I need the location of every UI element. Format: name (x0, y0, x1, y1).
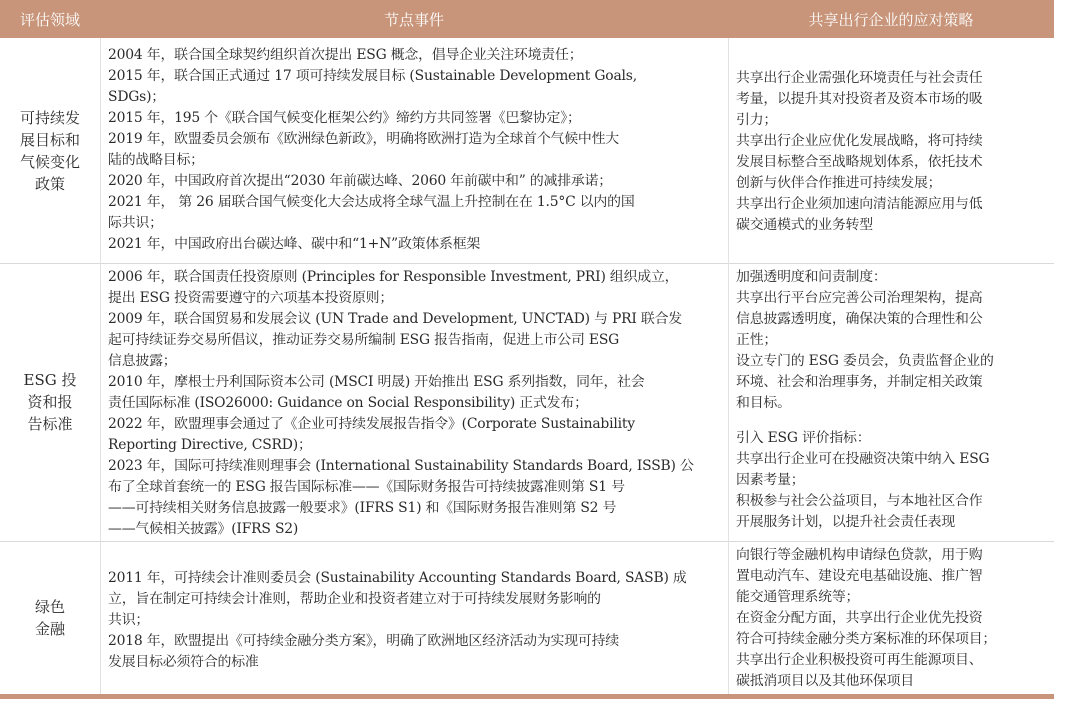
event-line: 布了全球首套统一的 ESG 报告国际标准——《国际财务报告可持续披露准则第 S1 号 (108, 479, 625, 495)
event-line: 2010 年，摩根士丹利国际资本公司 (MSCI 明晟) 开始推出 ESG 系列指数，同年，社会 (108, 374, 645, 390)
strategy-line: 碳抵消项目以及其他环保项目 (736, 673, 914, 689)
strategy-line: 因素考量； (736, 472, 805, 488)
event-line: 2021 年，中国政府出台碳达峰、碳中和“1+N”政策体系框架 (108, 236, 481, 252)
row-divider (0, 263, 1054, 264)
event-line: SDGs)； (108, 89, 165, 105)
strategy-line: 碳交通模式的业务转型 (736, 217, 873, 233)
row-strategy-esg-reporting (736, 267, 1054, 533)
row-events-green-finance (108, 568, 723, 673)
strategy-line: 向银行等金融机构申请绿色贷款，用于购 (736, 547, 983, 563)
strategy-line: 共享出行企业应优化发展战略，将可持续 (736, 133, 983, 149)
column-divider (728, 38, 729, 694)
strategy-line: 开展服务计划，以提升社会责任表现 (736, 514, 956, 530)
event-line: 2023 年，国际可持续准则理事会 (International Sustainability Standards Board, ISSB) 公 (108, 458, 694, 474)
column-divider (100, 38, 101, 694)
event-line: 起可持续证券交易所倡议，推动证券交易所编制 ESG 报告指南，促进上市公司 ESG (108, 332, 620, 348)
event-line: ——气候相关披露》(IFRS S2) (108, 521, 299, 537)
strategy-line: 共享出行企业需强化环境责任与社会责任 (736, 70, 983, 86)
event-line: 2015 年，联合国正式通过 17 项可持续发展目标 (Sustainable Development Goals, (108, 68, 637, 84)
domain-line: 金融 (34, 620, 65, 638)
strategy-line: 积极参与社会公益项目，与本地社区合作 (736, 493, 983, 509)
row-domain-esg-reporting (0, 264, 100, 540)
event-line: Reporting Directive, CSRD)； (108, 437, 312, 453)
event-line: 2019 年，欧盟委员会颁布《欧洲绿色新政》，明确将欧洲打造为全球首个气候中性大 (108, 131, 619, 147)
strategy-line: 发展目标整合至战略规划体系，依托技术 (736, 154, 983, 170)
domain-line: 展目标和 (19, 131, 80, 149)
domain-line: 政策 (34, 175, 65, 193)
strategy-line: 符合可持续金融分类方案标准的环保项目； (736, 631, 997, 647)
domain-line: 绿色 (34, 598, 65, 616)
event-line: 立，旨在制定可持续会计准则，帮助企业和投资者建立对于可持续发展财务影响的 (108, 591, 601, 607)
strategy-line: 环境、社会和治理事务，并制定相关政策 (736, 374, 983, 390)
strategy-line: 共享出行企业可在投融资决策中纳入 ESG (736, 451, 990, 467)
header-response-strategy: 共享出行企业的应对策略 (728, 0, 1054, 38)
row-events-sdg-climate (108, 45, 723, 255)
strategy-line: 设立专门的 ESG 委员会，负责监督企业的 (736, 353, 994, 369)
domain-line: 资和报 (27, 393, 73, 411)
strategy-line: 引力； (736, 112, 778, 128)
event-line: 际共识； (108, 215, 163, 231)
strategy-line: 引入 ESG 评价指标： (736, 430, 871, 446)
row-domain-green-finance (0, 542, 100, 694)
strategy-line: 信息披露透明度，确保决策的合理性和公 (736, 311, 983, 327)
event-line: 2020 年，中国政府首次提出“2030 年前碳达峰、2060 年前碳中和” 的减排承诺； (108, 173, 612, 189)
event-line: 责任国际标准 (ISO26000: Guidance on Social Responsibility) 正式发布； (108, 395, 588, 411)
event-line: 发展目标必须符合的标准 (108, 654, 259, 670)
strategy-line: 正性； (736, 332, 778, 348)
domain-line: 告标准 (27, 415, 73, 433)
domain-line: ESG 投 (23, 371, 77, 389)
strategy-line: 考量，以提升其对投资者及资本市场的吸 (736, 91, 983, 107)
event-line: 2011 年，可持续会计准则委员会 (Sustainability Accounting Standards Board, SASB) 成 (108, 570, 687, 586)
event-line: 2018 年，欧盟提出《可持续金融分类方案》，明确了欧洲地区经济活动为实现可持续 (108, 633, 619, 649)
row-strategy-sdg-climate (736, 68, 1054, 236)
table-bottom-rule (0, 694, 1054, 699)
row-domain-sdg-climate (0, 40, 100, 262)
strategy-spacer (736, 414, 1054, 428)
event-line: 提出 ESG 投资需要遵守的六项基本投资原则； (108, 290, 394, 306)
event-line: ——可持续相关财务信息披露一般要求》(IFRS S1) 和《国际财务报告准则第 S2 号 (108, 500, 617, 516)
strategy-line: 和目标。 (736, 395, 791, 411)
row-events-esg-reporting (108, 267, 723, 540)
row-divider (0, 541, 1054, 542)
event-line: 2022 年，欧盟理事会通过了《企业可持续发展报告指令》(Corporate Sustainability (108, 416, 635, 432)
domain-line: 可持续发 (19, 109, 80, 127)
strategy-line: 加强透明度和问责制度： (736, 269, 887, 285)
event-line: 共识； (108, 612, 150, 628)
event-line: 2006 年，联合国责任投资原则 (Principles for Responsible Investment, PRI) 组织成立， (108, 269, 679, 285)
event-line: 2009 年，联合国贸易和发展会议 (UN Trade and Development, UNCTAD) 与 PRI 联合发 (108, 311, 682, 327)
strategy-line: 共享出行企业须加速向清洁能源应用与低 (736, 196, 983, 212)
event-line: 2015 年，195 个《联合国气候变化框架公约》缔约方共同签署《巴黎协定》； (108, 110, 581, 126)
event-line: 2004 年，联合国全球契约组织首次提出 ESG 概念，倡导企业关注环境责任； (108, 47, 583, 63)
header-assessment-domain: 评估领域 (0, 0, 100, 38)
row-strategy-green-finance (736, 545, 1054, 692)
strategy-line: 创新与伙伴合作推进可持续发展； (736, 175, 942, 191)
strategy-line: 在资金分配方面，共享出行企业优先投资 (736, 610, 983, 626)
strategy-line: 共享出行企业积极投资可再生能源项目、 (736, 652, 983, 668)
strategy-line: 共享出行平台应完善公司治理架构，提高 (736, 290, 983, 306)
strategy-line: 能交通管理系统等； (736, 589, 860, 605)
strategy-line: 置电动汽车、建设充电基础设施、推广智 (736, 568, 983, 584)
event-line: 信息披露； (108, 353, 177, 369)
event-line: 陆的战略目标； (108, 152, 204, 168)
header-milestone-events: 节点事件 (100, 0, 728, 38)
domain-line: 气候变化 (19, 153, 80, 171)
event-line: 2021 年， 第 26 届联合国气候变化大会达成将全球气温上升控制在在 1.5°C 以内的国 (108, 194, 635, 210)
